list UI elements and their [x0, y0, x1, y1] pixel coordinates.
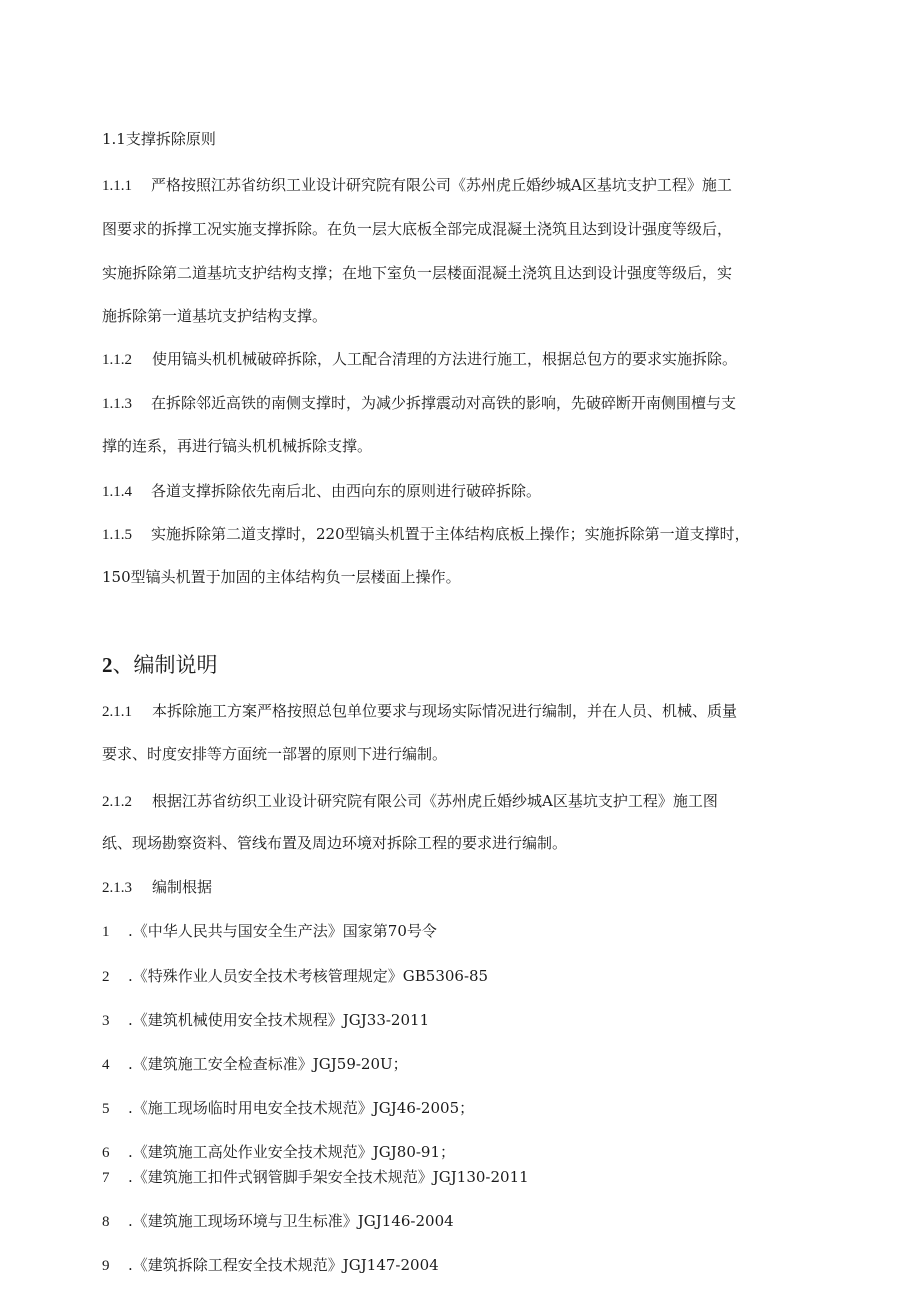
paragraph-text: 编制根据	[152, 878, 213, 896]
paragraph-text: 根据江苏省纺织工业设计研究院有限公司《苏州虎丘婚纱城A区基坑支护工程》施工图	[152, 792, 718, 810]
paragraph-text: 本拆除施工方案严格按照总包单位要求与现场实际情况进行编制，并在人员、机械、质量	[152, 702, 738, 720]
reference-text: .《建筑施工安全检查标准》JGJ59-20U；	[128, 1055, 408, 1073]
item-number: 1.1.2	[102, 352, 132, 368]
reference-item	[102, 1211, 454, 1232]
reference-number: 3	[102, 1013, 110, 1029]
paragraph-1-1-3-line-1	[102, 393, 736, 414]
paragraph-1-1-3-line-2: 撑的连系，再进行镐头机机械拆除支撑。	[102, 437, 373, 455]
paragraph-text: 使用镐头机机械破碎拆除，人工配合清理的方法进行施工，根据总包方的要求实施拆除。	[152, 350, 738, 368]
paragraph-1-1-1-line-3: 实施拆除第二道基坑支护结构支撑；在地下室负一层楼面混凝土浇筑且达到设计强度等级后，实	[102, 264, 733, 282]
item-number: 2.1.3	[102, 880, 132, 896]
reference-item	[102, 1098, 474, 1119]
section-heading-2	[102, 650, 218, 680]
reference-text: .《特殊作业人员安全技术考核管理规定》GB5306-85	[128, 967, 489, 985]
paragraph-text: 在拆除邻近高铁的南侧支撑时，为减少拆撑震动对高铁的影响，先破碎断开南侧围檀与支	[151, 394, 737, 412]
reference-text: .《建筑施工高处作业安全技术规范》JGJ80-91；	[128, 1143, 456, 1161]
paragraph-2-1-1-line-2: 要求、时度安排等方面统一部署的原则下进行编制。	[102, 745, 448, 763]
paragraph-text: 各道支撑拆除依先南后北、由西向东的原则进行破碎拆除。	[151, 482, 542, 500]
paragraph-2-1-2-line-2: 纸、现场勘察资料、管线布置及周边环境对拆除工程的要求进行编制。	[102, 834, 568, 852]
section-title-1-1: 1.1支撑拆除原则	[102, 130, 216, 148]
item-number: 2.1.2	[102, 794, 132, 810]
reference-item	[102, 1255, 439, 1276]
reference-text: .《建筑施工扣件式钢管脚手架安全技术规范》JGJ130-2011	[128, 1168, 529, 1186]
reference-item	[102, 1054, 408, 1075]
item-number: 1.1.1	[102, 178, 132, 194]
item-number: 2.1.1	[102, 704, 132, 720]
paragraph-1-1-2-line-1	[102, 349, 737, 370]
reference-text: .《建筑施工现场环境与卫生标准》JGJ146-2004	[128, 1212, 454, 1230]
paragraph-2-1-2-line-1	[102, 791, 718, 812]
reference-text: .《建筑拆除工程安全技术规范》JGJ147-2004	[128, 1256, 439, 1274]
paragraph-1-1-5-line-2: 150型镐头机置于加固的主体结构负一层楼面上操作。	[102, 568, 461, 586]
reference-item	[102, 921, 437, 942]
reference-number: 7	[102, 1170, 110, 1186]
reference-number: 1	[102, 924, 110, 940]
paragraph-1-1-1-line-4: 施拆除第一道基坑支护结构支撑。	[102, 307, 328, 325]
reference-item	[102, 1142, 455, 1163]
reference-item	[102, 1167, 529, 1188]
item-number: 1.1.3	[102, 396, 132, 412]
paragraph-1-1-1-line-1	[102, 175, 732, 196]
reference-text: .《建筑机械使用安全技术规程》JGJ33-2011	[128, 1011, 430, 1029]
reference-number: 2	[102, 969, 110, 985]
item-number: 1.1.5	[102, 527, 132, 543]
heading-number: 2	[102, 653, 113, 677]
reference-number: 4	[102, 1057, 110, 1073]
paragraph-1-1-5-line-1	[102, 524, 750, 545]
heading-text: 、编制说明	[112, 653, 218, 677]
paragraph-1-1-4-line-1	[102, 481, 541, 502]
item-number: 1.1.4	[102, 484, 132, 500]
reference-number: 9	[102, 1258, 110, 1274]
reference-text: .《中华人民共与国安全生产法》国家第70号令	[128, 922, 437, 940]
reference-number: 5	[102, 1101, 110, 1117]
paragraph-text: 实施拆除第二道支撑时，220型镐头机置于主体结构底板上操作；实施拆除第一道支撑时，	[151, 525, 750, 543]
reference-number: 6	[102, 1145, 110, 1161]
reference-item	[102, 966, 488, 987]
paragraph-2-1-3-line-1	[102, 877, 212, 898]
reference-number: 8	[102, 1214, 110, 1230]
paragraph-2-1-1-line-1	[102, 701, 737, 722]
paragraph-text: 严格按照江苏省纺织工业设计研究院有限公司《苏州虎丘婚纱城A区基坑支护工程》施工	[151, 176, 732, 194]
reference-text: .《施工现场临时用电安全技术规范》JGJ46-2005；	[128, 1099, 475, 1117]
reference-item	[102, 1010, 429, 1031]
paragraph-1-1-1-line-2: 图要求的拆撑工况实施支撑拆除。在负一层大底板全部完成混凝土浇筑且达到设计强度等级后，	[102, 220, 733, 238]
